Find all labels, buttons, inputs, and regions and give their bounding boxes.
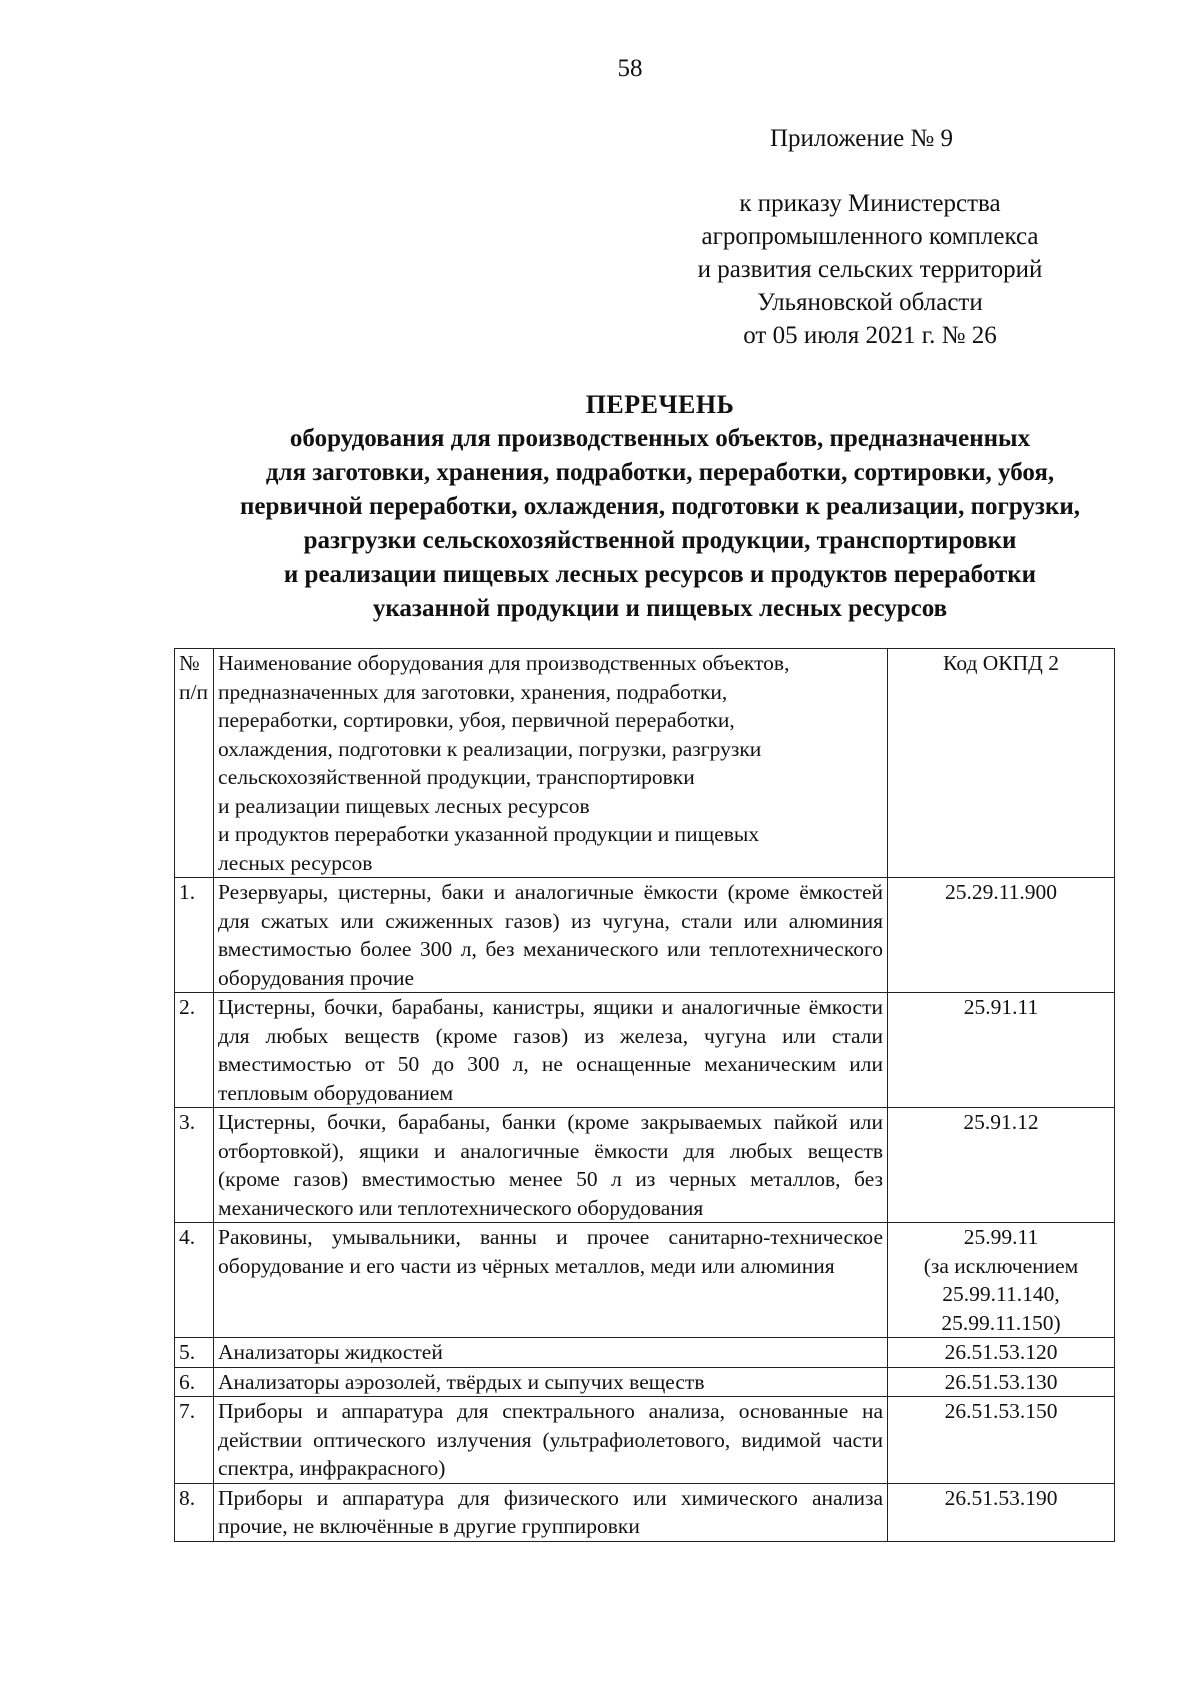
table-row (175, 1108, 1115, 1223)
order-line: агропромышленного комплекса (701, 223, 1039, 250)
subtitle-line: указанной продукции и пищевых лесных ресурсов (372, 595, 948, 622)
document-title-block (160, 388, 1160, 626)
row-code: 25.29.11.900 (888, 878, 1115, 993)
row-name: Приборы и аппаратура для физического или химического анализа прочие, не включённые в другие группировки (214, 1483, 888, 1541)
row-number: 1. (175, 878, 214, 993)
row-code: 25.99.11 (за исключением 25.99.11.140, 25.99.11.150) (888, 1223, 1115, 1338)
row-number: 4. (175, 1223, 214, 1338)
table-row (175, 993, 1115, 1108)
row-name: Приборы и аппаратура для спектрального анализа, основанные на действии оптического излучения (ультрафиолетового, видимой части спектра, инфракрасного) (214, 1397, 888, 1484)
subtitle-line: для заготовки, хранения, подработки, переработки, сортировки, убоя, (265, 459, 1055, 486)
row-code: 25.91.11 (888, 993, 1115, 1108)
row-number: 5. (175, 1338, 214, 1368)
page-number: 58 (617, 55, 643, 82)
header-code: Код ОКПД 2 (888, 649, 1115, 878)
row-name: Анализаторы жидкостей (214, 1338, 888, 1368)
row-code: 26.51.53.150 (888, 1397, 1115, 1484)
subtitle-line: разгрузки сельскохозяйственной продукции, транспортировки (303, 527, 1017, 554)
subtitle-line: оборудования для производственных объектов, предназначенных (289, 425, 1031, 452)
order-line: Ульяновской области (757, 289, 983, 316)
subtitle-line: и реализации пищевых лесных ресурсов и продуктов переработки (283, 561, 1037, 588)
row-name: Раковины, умывальники, ванны и прочее санитарно-техническое оборудование и его части из чёрных металлов, меди или алюминия (214, 1223, 888, 1338)
appendix-label: Приложение № 9 (770, 125, 954, 152)
row-number: 7. (175, 1397, 214, 1484)
table-header-row (175, 649, 1115, 878)
row-name: Цистерны, бочки, барабаны, канистры, ящики и аналогичные ёмкости для любых веществ (кроме газов) из железа, чугуна или стали вместимостью от 50 до 300 л, не оснащенные механическим или тепловым оборудованием (214, 993, 888, 1108)
equipment-table (174, 648, 1115, 1542)
table-row (175, 878, 1115, 993)
row-code: 26.51.53.190 (888, 1483, 1115, 1541)
order-line: от 05 июля 2021 г. № 26 (743, 322, 997, 349)
row-number: 8. (175, 1483, 214, 1541)
row-code: 25.91.12 (888, 1108, 1115, 1223)
table-row (175, 1483, 1115, 1541)
header-name: Наименование оборудования для производственных объектов, предназначенных для заготовки, хранения, подработки, переработки, сортировки, убоя, первичной переработки, охлаждения, подготовки к реализации, погрузки, разгрузки сельскохозяйственной продукции, транспортировки и реализации пищевых лесных ресурсов и продуктов переработки указанной продукции и пищевых лесных ресурсов (214, 649, 888, 878)
row-number: 6. (175, 1367, 214, 1397)
document-title: ПЕРЕЧЕНЬ (585, 390, 735, 419)
table-row (175, 1223, 1115, 1338)
row-name: Резервуары, цистерны, баки и аналогичные ёмкости (кроме ёмкостей для сжатых или сжиженных газов) из чугуна, стали или алюминия вместимостью более 300 л, без механического или теплотехнического оборудования прочие (214, 878, 888, 993)
order-line: к приказу Министерства (739, 190, 1001, 217)
order-line: и развития сельских территорий (697, 256, 1043, 283)
row-code: 26.51.53.120 (888, 1338, 1115, 1368)
order-reference (660, 187, 1080, 352)
table-row (175, 1338, 1115, 1368)
row-name: Анализаторы аэрозолей, твёрдых и сыпучих веществ (214, 1367, 888, 1397)
table-row (175, 1367, 1115, 1397)
row-number: 2. (175, 993, 214, 1108)
row-name: Цистерны, бочки, барабаны, банки (кроме закрываемых пайкой или отбортовкой), ящики и аналогичные ёмкости для любых веществ (кроме газов) вместимостью менее 50 л из черных металлов, без механического или теплотехнического оборудования (214, 1108, 888, 1223)
row-number: 3. (175, 1108, 214, 1223)
subtitle-line: первичной переработки, охлаждения, подготовки к реализации, погрузки, (239, 493, 1081, 520)
header-number: № п/п (175, 649, 214, 878)
table-row (175, 1397, 1115, 1484)
row-code: 26.51.53.130 (888, 1367, 1115, 1397)
